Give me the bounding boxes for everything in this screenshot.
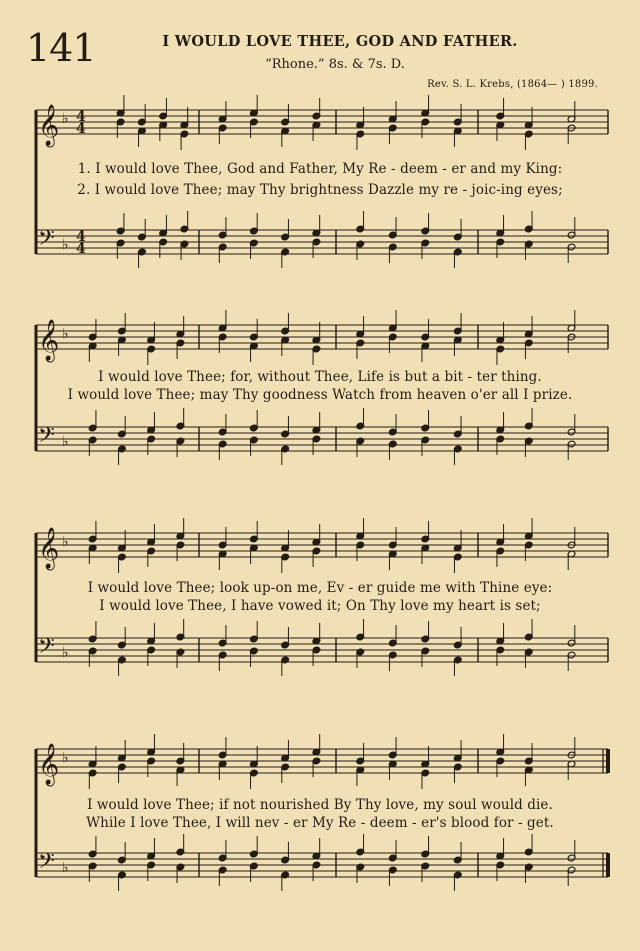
key-flat-icon: ♭ [62,750,69,766]
bass-clef-icon: 𝄢 [38,423,55,453]
lyric-line-verse-2: I would love Thee; may Thy goodness Watch from heaven o'er all I prize. [67,387,573,403]
lyric-line-verse-2: 2. I would love Thee; may Thy brightness Dazzle my re - joic-ing eyes; [77,182,563,198]
time-signature: 4 [76,121,86,137]
hymn-number: 141 [26,26,96,70]
lyric-line-verse-2: While I love Thee, I will nev - er My Re - deem - er's blood for - get. [86,815,554,831]
key-flat-icon: ♭ [62,434,69,450]
key-flat-icon: ♭ [62,237,69,253]
bass-clef-icon: 𝄢 [38,226,55,256]
lyric-line-verse-1: I would love Thee; if not nourished By Thy love, my soul would die. [87,797,553,813]
hymn-title: I WOULD LOVE THEE, GOD AND FATHER. [162,33,518,50]
author-credit: Rev. S. L. Krebs, (1864— ) 1899. [427,79,598,90]
bass-clef-icon: 𝄢 [38,849,55,879]
bass-clef-icon: 𝄢 [38,634,55,664]
key-flat-icon: ♭ [62,534,69,550]
treble-clef-icon: 𝄞 [38,528,60,569]
treble-clef-icon: 𝄞 [38,744,60,785]
treble-clef-icon: 𝄞 [38,320,60,361]
lyric-line-verse-2: I would love Thee, I have vowed it; On Thy love my heart is set; [99,598,541,614]
time-signature: 4 [76,109,86,125]
key-flat-icon: ♭ [62,860,69,876]
lyric-line-verse-1: I would love Thee; for, without Thee, Life is but a bit - ter thing. [98,369,542,385]
key-flat-icon: ♭ [62,111,69,127]
tune-name: “Rhone.” 8s. & 7s. D. [265,57,405,72]
key-flat-icon: ♭ [62,645,69,661]
lyric-line-verse-1: I would love Thee; look up-on me, Ev - er guide me with Thine eye: [87,580,553,596]
treble-clef-icon: 𝄞 [38,105,60,146]
time-signature: 4 [76,241,86,257]
time-signature: 4 [76,229,86,245]
lyric-line-verse-1: 1. I would love Thee, God and Father, My Re - deem - er and my King: [77,161,563,177]
key-flat-icon: ♭ [62,326,69,342]
